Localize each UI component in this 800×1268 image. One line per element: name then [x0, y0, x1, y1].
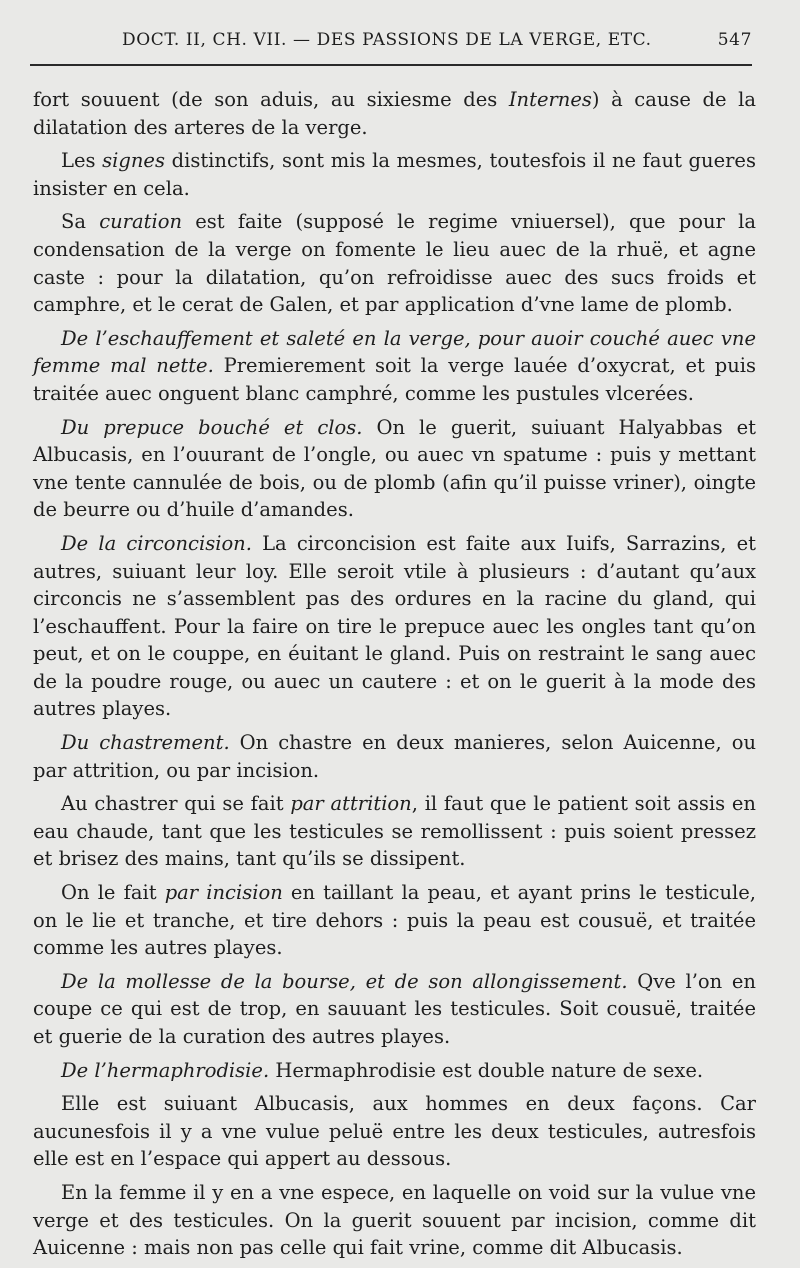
text-run: , il faut que le patient soit assis en eau chaude, tant que les testicules se remollissent : puis soient pressez et brisez des mains, tant qu’ils se dissipent. [33, 792, 756, 871]
text-run: fort souuent (de son aduis, au sixiesme des [33, 88, 509, 111]
italic-run: par attrition [290, 792, 412, 816]
text-run: Sa [61, 210, 100, 234]
italic-run: curation [99, 210, 183, 234]
section-heading: De l’eschauffement et saleté en la verge, pour auoir couché auec vne femme mal nette. [33, 326, 756, 378]
text-run: en taillant la peau, et ayant prins le testicule, on le lie et tranche, et tire dehors : puis la peau est cousuë, et traitée comme les autres playes. [33, 881, 756, 960]
italic-run: Internes [508, 88, 592, 111]
italic-run: par incision [164, 881, 283, 905]
running-title: DOCT. II, CH. VII. — DES PASSIONS DE LA VERGE, ETC. [122, 30, 652, 50]
paragraph [33, 1057, 756, 1085]
text-run: Au chastrer qui se fait [61, 792, 291, 816]
body-text [33, 86, 756, 1268]
paragraph [33, 879, 756, 962]
text-run: On le fait [61, 881, 165, 905]
page-number: 547 [717, 30, 752, 50]
paragraph [33, 790, 756, 873]
paragraph [33, 208, 756, 318]
text-run: On chastre en deux manieres, selon Auicenne, ou par attrition, ou par incision. [33, 731, 756, 782]
paragraph [33, 86, 756, 141]
text-run: Les [61, 149, 103, 173]
paragraph [33, 729, 756, 784]
paragraph [33, 1090, 756, 1173]
section-heading: De la circoncision. [61, 531, 252, 555]
text-run: La circoncision est faite aux Iuifs, Sarrazins, et autres, suiuant leur loy. Elle seroit vtile à plusieurs : d’autant qu’aux circoncis ne s’assemblent pas des ordures en la racine du gland, qui l’eschauffent. Pour la faire on tire le prepuce auec les ongles tant qu’on peut, et on le couppe, en éuitant le gland. Puis on restraint le sang auec de la poudre rouge, ou auec un cautere : et on le guerit à la mode des autres playes. [33, 531, 756, 721]
text-run: distinctifs, sont mis la mesmes, toutesfois il ne faut gueres insister en cela. [33, 149, 756, 200]
running-header [30, 30, 752, 62]
paragraph [33, 147, 756, 202]
header-rule [30, 64, 752, 66]
text-run: On le guerit, suiuant Halyabbas et Albucasis, en l’ouurant de l’ongle, ou auec vn spatume : puis y mettant vne tente cannulée de bois, ou de plomb (afin qu’il puisse vriner), oingte de beurre ou d’huile d’amandes. [33, 415, 756, 522]
text-run: Hermaphrodisie est double nature de sexe. [269, 1058, 704, 1082]
italic-run: signes [102, 149, 165, 173]
text-run: Qve l’on en coupe ce qui est de trop, en sauuant les testicules. Soit cousuë, traitée et guerie de la curation des autres playes. [33, 969, 756, 1048]
text-run: Elle est suiuant Albucasis, aux hommes en deux façons. Car aucunesfois il y a vne vulue peluë entre les deux testicules, autresfois elle est en l’espace qui appert au dessous. [33, 1092, 756, 1171]
section-heading: De la mollesse de la bourse, et de son allongissement. [61, 969, 628, 993]
section-heading: Du prepuce bouché et clos. [61, 415, 363, 439]
section-heading: Du chastrement. [61, 731, 230, 755]
text-run: Premierement soit la verge lauée d’oxycrat, et puis traitée auec onguent blanc camphré, comme les pustules vlcerées. [33, 354, 756, 405]
paragraph [33, 325, 756, 408]
text-run: ) à cause de la dilatation des arteres de la verge. [33, 88, 756, 139]
section-heading: De l’hermaphrodisie. [61, 1058, 270, 1082]
text-run: En la femme il y en a vne espece, en laquelle on void sur la vulue vne verge et des testicules. On la guerit souuent par incision, comme dit Auicenne : mais non pas celle qui fait vrine, comme dit Albucasis. [33, 1180, 756, 1260]
paragraph [33, 530, 756, 723]
text-run: est faite (supposé le regime vniuersel), que pour la condensation de la verge on fomente le lieu auec de la rhuë, et agne caste : pour la dilatation, qu’on refroidisse auec des sucs froids et camphre, et le cerat de Galen, et par application d’vne lame de plomb. [33, 210, 756, 317]
paragraph [33, 1179, 756, 1262]
paragraph [33, 968, 756, 1051]
paragraph [33, 414, 756, 524]
